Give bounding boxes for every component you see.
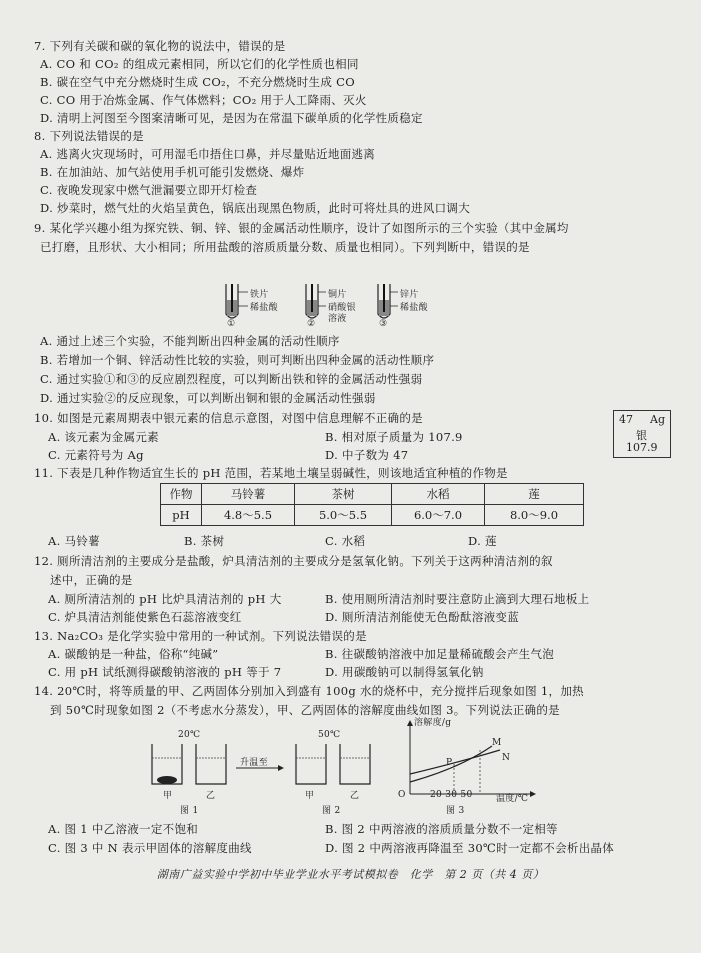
q9-option-a: A. 通过上述三个实验，不能判断出四种金属的活动性顺序 <box>40 334 340 348</box>
fig1-beaker-yi: 乙 <box>206 791 216 801</box>
q7-option-a: A. CO 和 CO₂ 的组成元素相同，所以它们的化学性质也相同 <box>40 57 359 71</box>
q7-option-c: C. CO 用于冶炼金属、作气体燃料；CO₂ 用于人工降雨、灭火 <box>40 93 367 107</box>
q10-option-c: C. 元素符号为 Ag <box>48 448 144 462</box>
tube1-metal-label: 铁片 <box>250 290 269 300</box>
q8-option-a: A. 逃离火灾现场时，可用湿毛巾捂住口鼻，并尽量贴近地面逃离 <box>40 147 376 161</box>
table-cell: 6.0～7.0 <box>392 505 485 526</box>
table-header: 水稻 <box>392 484 485 505</box>
tube2-number: ② <box>307 319 316 329</box>
q13-option-d: D. 用碳酸钠可以制得氢氧化钠 <box>325 665 484 679</box>
tube1-liquid-label: 稀盐酸 <box>250 303 278 313</box>
q14-option-b: B. 图 2 中两溶液的溶质质量分数不一定相等 <box>325 822 558 836</box>
q11-option-a: A. 马铃薯 <box>48 534 100 548</box>
table-header: 作物 <box>161 484 202 505</box>
q12-option-b: B. 使用厕所清洁剂时要注意防止滴到大理石地板上 <box>325 592 590 606</box>
fig1-caption: 图 1 <box>180 806 199 816</box>
tube3-number: ③ <box>379 319 388 329</box>
tube3-metal-label: 锌片 <box>400 290 419 300</box>
q11-option-c: C. 水稻 <box>325 534 366 548</box>
heating-arrow-label: 升温至 <box>240 758 268 768</box>
table-row <box>161 484 584 505</box>
table-cell: 8.0～9.0 <box>485 505 584 526</box>
tube2-liquid-label-2: 溶液 <box>328 314 347 324</box>
table-cell: 4.8～5.5 <box>202 505 295 526</box>
fig2-temperature: 50℃ <box>318 730 341 740</box>
q10-stem: 10. 如图是元素周期表中银元素的信息示意图，对图中信息理解不正确的是 <box>34 411 423 425</box>
q9-stem-line2: 已打磨，且形状、大小相同；所用盐酸的溶质质量分数、质量也相同）。下列判断中，错误的是 <box>40 240 530 254</box>
fig3-caption: 图 3 <box>446 806 465 816</box>
atomic-number: 47 <box>619 413 633 426</box>
ph-table <box>160 483 584 526</box>
q10-option-a: A. 该元素为金属元素 <box>48 430 159 444</box>
table-header: 马铃薯 <box>202 484 295 505</box>
q8-option-b: B. 在加油站、加气站使用手机可能引发燃烧、爆炸 <box>40 165 305 179</box>
q9-option-d: D. 通过实验②的反应现象，可以判断出铜和银的金属活动性强弱 <box>40 391 376 405</box>
q8-option-d: D. 炒菜时，燃气灶的火焰呈黄色，锅底出现黑色物质，此时可将灶具的进风口调大 <box>40 201 471 215</box>
q8-stem: 8. 下列说法错误的是 <box>34 129 144 143</box>
q12-option-c: C. 炉具清洁剂能使紫色石蕊溶液变红 <box>48 610 242 624</box>
x-axis-ticks: 20 30 50 <box>430 790 473 800</box>
fig1-temperature: 20℃ <box>178 730 201 740</box>
tube3-liquid-label: 稀盐酸 <box>400 303 428 313</box>
atomic-mass: 107.9 <box>626 441 658 454</box>
beakers-figure <box>150 740 410 790</box>
table-cell: 5.0～5.5 <box>295 505 392 526</box>
intersection-p-label: P <box>446 758 453 768</box>
fig1-beaker-jia: 甲 <box>163 791 173 801</box>
q11-option-b: B. 茶树 <box>184 534 225 548</box>
q13-option-a: A. 碳酸钠是一种盐，俗称“纯碱” <box>48 647 219 661</box>
tube2-metal-label: 铜片 <box>328 290 347 300</box>
q10-option-b: B. 相对原子质量为 107.9 <box>325 430 463 444</box>
tube2-liquid-label-1: 硝酸银 <box>328 303 356 313</box>
tube1-number: ① <box>227 319 236 329</box>
q13-option-b: B. 往碳酸钠溶液中加足量稀硫酸会产生气泡 <box>325 647 555 661</box>
x-axis-label: 温度/℃ <box>496 794 529 804</box>
q10-option-d: D. 中子数为 47 <box>325 448 409 462</box>
q12-stem-line2: 述中，正确的是 <box>50 573 133 587</box>
curve-n-label: N <box>502 753 511 763</box>
q14-option-c: C. 图 3 中 N 表示甲固体的溶解度曲线 <box>48 841 252 855</box>
q7-option-d: D. 清明上河图至今图案清晰可见，是因为在常温下碳单质的化学性质稳定 <box>40 111 423 125</box>
element-name: 银 <box>636 429 647 442</box>
q12-stem-line1: 12. 厕所清洁剂的主要成分是盐酸，炉具清洁剂的主要成分是氢氧化钠。下列关于这两种清洁剂的叙 <box>34 554 553 568</box>
q12-option-a: A. 厕所清洁剂的 pH 比炉具清洁剂的 pH 大 <box>48 592 282 606</box>
origin-label: O <box>398 790 406 800</box>
q9-option-c: C. 通过实验①和③的反应剧烈程度，可以判断出铁和锌的金属活动性强弱 <box>40 372 423 386</box>
curve-m-label: M <box>492 738 502 748</box>
q11-stem: 11. 下表是几种作物适宜生长的 pH 范围，若某地土壤呈弱碱性，则该地适宜种植的作物是 <box>34 466 508 480</box>
q11-option-d: D. 莲 <box>468 534 497 548</box>
table-cell: pH <box>161 505 202 526</box>
fig2-caption: 图 2 <box>322 806 341 816</box>
q14-option-a: A. 图 1 中乙溶液一定不饱和 <box>48 822 199 836</box>
element-info-box <box>613 410 671 458</box>
table-header: 茶树 <box>295 484 392 505</box>
q7-option-b: B. 碳在空气中充分燃烧时生成 CO₂，不充分燃烧时生成 CO <box>40 75 355 89</box>
y-axis-label: 溶解度/g <box>414 718 452 728</box>
table-row <box>161 505 584 526</box>
q12-option-d: D. 厕所清洁剂能使无色酚酞溶液变蓝 <box>325 610 520 624</box>
q14-stem-line2: 到 50℃时现象如图 2（不考虑水分蒸发），甲、乙两固体的溶解度曲线如图 3。下列说法正确的是 <box>50 703 560 717</box>
element-symbol: Ag <box>650 413 665 426</box>
table-header: 莲 <box>485 484 584 505</box>
page-footer: 湖南广益实验中学初中毕业学业水平考试模拟卷 化学 第 2 页（共 4 页） <box>156 868 545 881</box>
q9-option-b: B. 若增加一个铜、锌活动性比较的实验，则可判断出四种金属的活动性顺序 <box>40 353 435 367</box>
fig2-beaker-yi: 乙 <box>350 791 360 801</box>
q13-option-c: C. 用 pH 试纸测得碳酸钠溶液的 pH 等于 7 <box>48 665 282 679</box>
q9-stem-line1: 9. 某化学兴趣小组为探究铁、铜、锌、银的金属活动性顺序，设计了如图所示的三个实验（其中金属均 <box>34 221 569 235</box>
q13-stem: 13. Na₂CO₃ 是化学实验中常用的一种试剂。下列说法错误的是 <box>34 629 367 643</box>
q8-option-c: C. 夜晚发现家中燃气泄漏要立即开灯检查 <box>40 183 258 197</box>
q14-stem-line1: 14. 20℃时，将等质量的甲、乙两固体分别加入到盛有 100g 水的烧杯中，充分搅拌后现象如图 1，加热 <box>34 684 584 698</box>
q7-stem: 7. 下列有关碳和碳的氧化物的说法中，错误的是 <box>34 39 286 53</box>
q14-option-d: D. 图 2 中两溶液再降温至 30℃时一定都不会析出晶体 <box>325 841 615 855</box>
fig2-beaker-jia: 甲 <box>305 791 315 801</box>
